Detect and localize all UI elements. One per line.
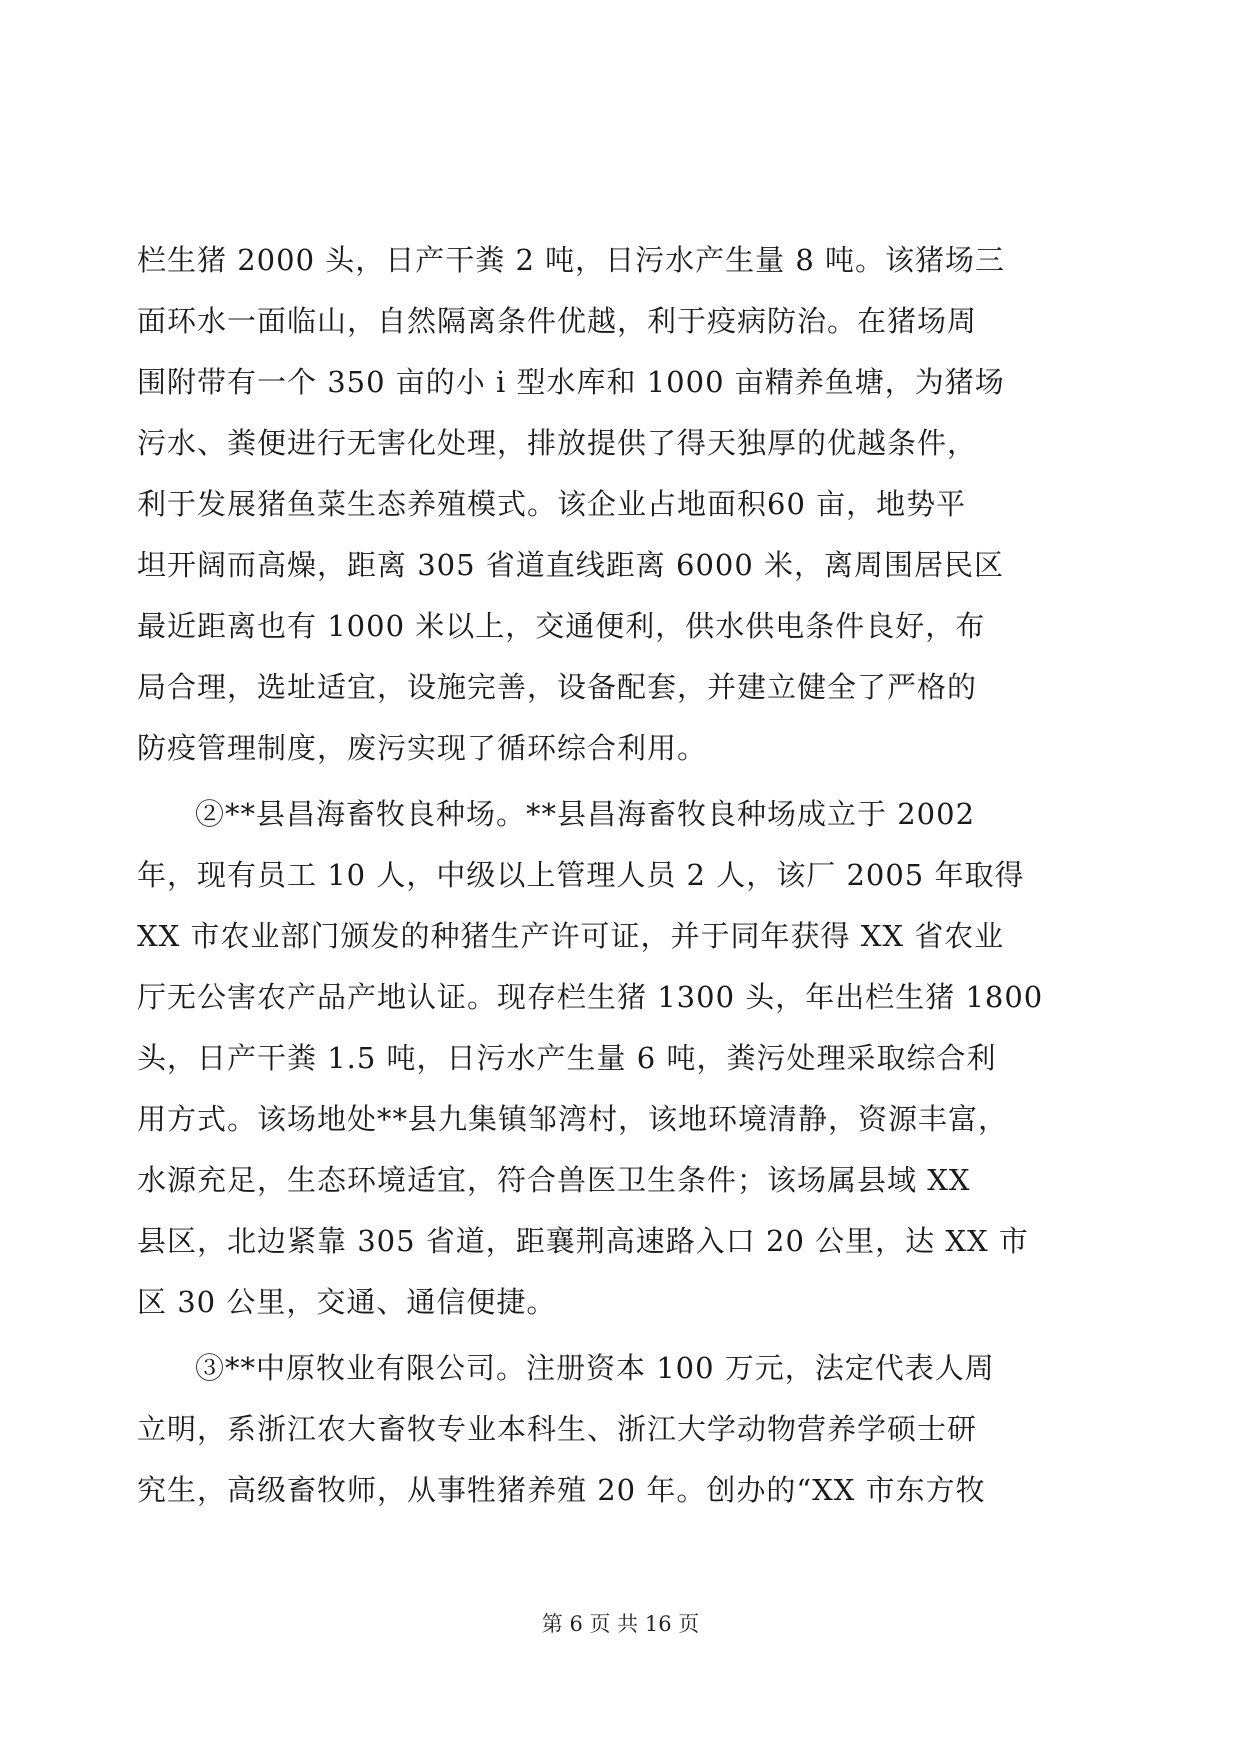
- paragraph-continued: [137, 230, 1107, 779]
- text-line: 最近距离也有 1000 米以上，交通便利，供水供电条件良好，布: [137, 609, 986, 643]
- text-line: 栏生猪 2000 头，日产干粪 2 吨，日污水产生量 8 吨。该猪场三: [137, 243, 1006, 277]
- text-line: 立明，系浙江农大畜牧专业本科生、浙江大学动物营养学硕士研: [137, 1412, 978, 1446]
- page-footer: [0, 1608, 1241, 1638]
- text-line: 县区，北边紧靠 305 省道，距襄荆高速路入口 20 公里，达 XX 市: [137, 1224, 1029, 1258]
- text-line: 厅无公害农产品产地认证。现存栏生猪 1300 头，年出栏生猪 1800: [137, 980, 1044, 1014]
- text-line: 坦开阔而高燥，距离 305 省道直线距离 6000 米，离周围居民区: [137, 548, 1005, 582]
- text-line: 围附带有一个 350 亩的小 i 型水库和 1000 亩精养鱼塘，为猪场: [137, 365, 1005, 399]
- text-line: 利于发展猪鱼菜生态养殖模式。该企业占地面积60 亩，地势平: [137, 487, 967, 521]
- text-line: 局合理，选址适宜，设施完善，设备配套，并建立健全了严格的: [137, 670, 978, 704]
- page-number: 第 6 页 共 16 页: [541, 1612, 700, 1636]
- text-line: 区 30 公里，交通、通信便捷。: [137, 1285, 557, 1319]
- text-line: 防疫管理制度，废污实现了循环综合利用。: [137, 731, 708, 765]
- text-line: ②**县昌海畜牧良种场。**县昌海畜牧良种场成立于 2002: [195, 797, 976, 831]
- text-line: 水源充足，生态环境适宜，符合兽医卫生条件；该场属县域 XX: [137, 1163, 971, 1197]
- document-body: [137, 230, 1107, 1521]
- text-line: 究生，高级畜牧师，从事牲猪养殖 20 年。创办的“XX 市东方牧: [137, 1473, 986, 1507]
- text-line: 污水、粪便进行无害化处理，排放提供了得天独厚的优越条件，: [137, 426, 978, 460]
- text-line: 头，日产干粪 1.5 吨，日污水产生量 6 吨，粪污处理采取综合利: [137, 1041, 997, 1075]
- text-line: 年，现有员工 10 人，中级以上管理人员 2 人，该厂 2005 年取得: [137, 858, 1025, 892]
- text-line: 面环水一面临山，自然隔离条件优越，利于疫病防治。在猪场周: [137, 304, 978, 338]
- paragraph-item-3: [137, 1338, 1107, 1521]
- text-line: XX 市农业部门颁发的种猪生产许可证，并于同年获得 XX 省农业: [137, 919, 1005, 953]
- text-line: 用方式。该场地处**县九集镇邹湾村，该地环境清静，资源丰富，: [137, 1102, 1009, 1136]
- text-line: ③**中原牧业有限公司。注册资本 100 万元，法定代表人周: [195, 1351, 995, 1385]
- paragraph-item-2: [137, 784, 1107, 1333]
